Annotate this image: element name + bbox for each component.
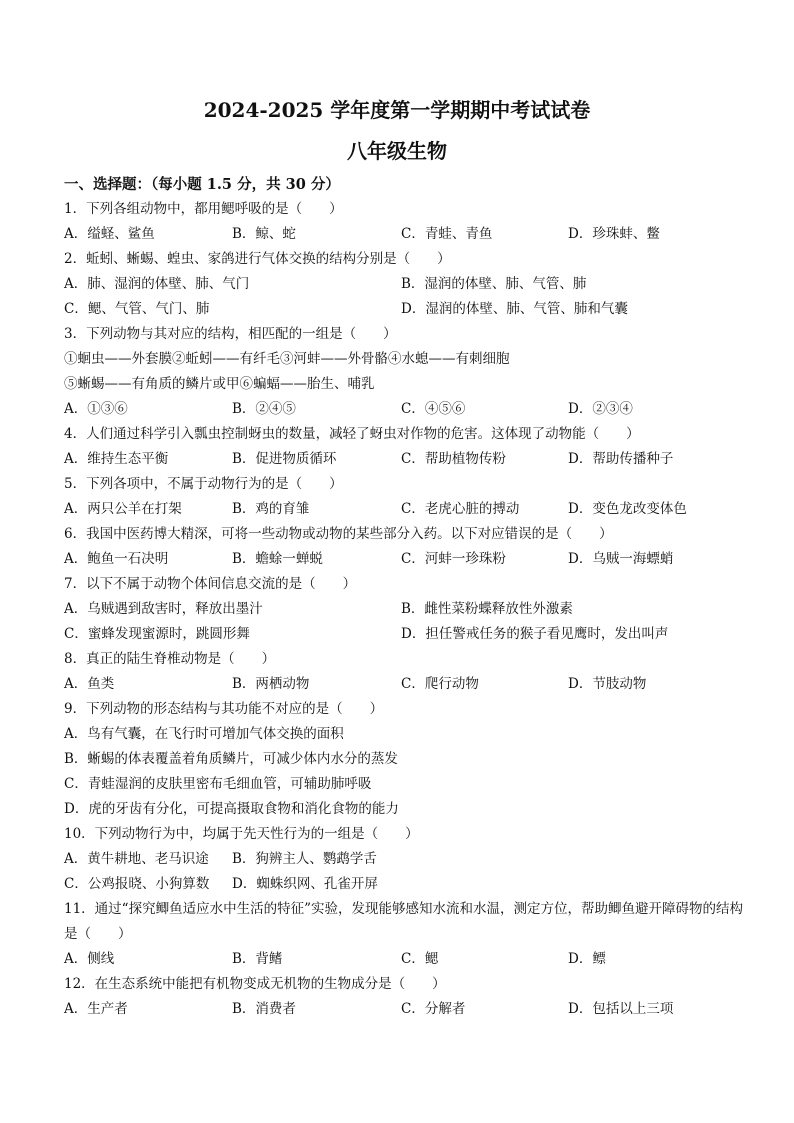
exam-title: 2024-2025 学年度第一学期期中考试试卷 [203,98,591,122]
option-3d: D．②③④ [568,401,633,417]
option-2d: D．湿润的体壁、肺、气管、肺和气囊 [401,301,628,317]
option-12c: C．分解者 [401,1001,466,1017]
option-1c: C．青蛙、青鱼 [401,226,493,242]
options-3 [64,397,744,422]
option-12a: A．生产者 [64,1001,128,1017]
options-10-row1 [64,847,744,872]
option-9a: A．鸟有气囊，在飞行时可增加气体交换的面积 [64,726,344,742]
question-4: 4．人们通过科学引入瓢虫控制蚜虫的数量，减轻了蚜虫对作物的危害。这体现了动物能（ ） [64,426,640,442]
option-3b: B．②④⑤ [232,401,296,417]
question-11-text: 11．通过“探究鲫鱼适应水中生活的特征”实验，发现能够感知水流和水温，测定方位，帮助鲫鱼避开障碍物的结构是（ ） [64,901,743,942]
option-11b: B．背鳍 [232,951,283,967]
options-10-row2 [64,872,744,897]
exam-subject: 八年级生物 [347,139,447,163]
option-7c: C．蜜蜂发现蜜源时，跳圆形舞 [64,626,250,642]
option-1a: A．缢蛏、鲨鱼 [64,226,155,242]
option-9b: B．蜥蜴的体表覆盖着角质鳞片，可减少体内水分的蒸发 [64,751,398,767]
question-1: 1．下列各组动物中，都用鳃呼吸的是（ ） [64,201,343,217]
option-5d: D．变色龙改变体色 [568,501,687,517]
option-8c: C．爬行动物 [401,676,479,692]
section-heading: 一、选择题：（每小题 1.5 分，共 30 分） [64,176,340,193]
question-5: 5．下列各项中，不属于动物行为的是（ ） [64,476,343,492]
exam-content [64,172,744,1022]
option-9c: C．青蛙湿润的皮肤里密布毛细血管，可辅助肺呼吸 [64,776,372,792]
question-6: 6．我国中医药博大精深，可将一些动物或动物的某些部分入药。以下对应错误的是（ ） [64,526,613,542]
option-7b: B．雌性菜粉蝶释放性外激素 [401,601,573,617]
option-11a: A．侧线 [64,951,115,967]
options-2-row2 [64,297,744,322]
option-6c: C．河蚌一珍珠粉 [401,551,506,567]
options-4 [64,447,744,472]
option-10a: A．黄牛耕地、老马识途 [64,851,209,867]
option-5c: C．老虎心脏的搏动 [401,501,520,517]
option-1b: B．鲸、蛇 [232,226,296,242]
question-7: 7．以下不属于动物个体间信息交流的是（ ） [64,576,357,592]
question-9: 9．下列动物的形态结构与其功能不对应的是（ ） [64,701,384,717]
question-2: 2．蚯蚓、蜥蜴、蝗虫、家鸽进行气体交换的结构分别是（ ） [64,251,451,267]
option-4d: D．帮助传播种子 [568,451,674,467]
options-2-row1 [64,272,744,297]
option-8d: D．节肢动物 [568,676,647,692]
option-8a: A．鱼类 [64,676,115,692]
option-10c: C．公鸡报晓、小狗算数 [64,876,210,892]
option-2b: B．湿润的体壁、肺、气管、肺 [401,276,587,292]
options-12 [64,997,744,1022]
options-7-row2 [64,622,744,647]
option-7d: D．担任警戒任务的猴子看见鹰时，发出叫声 [401,626,669,642]
option-6d: D．乌贼一海螵蛸 [568,551,674,567]
options-1 [64,222,744,247]
option-8b: B．两栖动物 [232,676,310,692]
question-10: 10．下列动物行为中，均属于先天性行为的一组是（ ） [64,826,419,842]
option-4b: B．促进物质循环 [232,451,337,467]
options-7-row1 [64,597,744,622]
option-4c: C．帮助植物传粉 [401,451,506,467]
option-7a: A．乌贼遇到敌害时，释放出墨汁 [64,601,263,617]
question-3: 3．下列动物与其对应的结构，相匹配的一组是（ ） [64,326,397,342]
option-1d: D．珍珠蚌、鳖 [568,226,660,242]
option-2a: A．肺、湿润的体壁、肺、气门 [64,276,250,292]
question-8: 8．真正的陆生脊椎动物是（ ） [64,651,276,667]
option-6a: A．鲍鱼一石决明 [64,551,169,567]
options-11 [64,947,744,972]
question-3-statement-2: ⑤蜥蜴——有角质的鳞片或甲⑥蝙蝠——胎生、哺乳 [64,376,375,392]
options-6 [64,547,744,572]
option-12b: B．消费者 [232,1001,296,1017]
option-4a: A．维持生态平衡 [64,451,169,467]
options-5 [64,497,744,522]
option-2c: C．鳃、气管、气门、肺 [64,301,210,317]
option-6b: B．蟾蜍一蝉蜕 [232,551,323,567]
question-3-statement-1: ①蛔虫——外套膜②蚯蚓——有纤毛③河蚌——外骨骼④水螅——有刺细胞 [64,351,510,367]
options-8 [64,672,744,697]
option-10d: D．蜘蛛织网、孔雀开屏 [232,876,378,892]
question-11 [64,897,744,947]
option-12d: D．包括以上三项 [568,1001,674,1017]
option-9d: D．虎的牙齿有分化，可提高摄取食物和消化食物的能力 [64,801,399,817]
option-3a: A．①③⑥ [64,401,128,417]
option-3c: C．④⑤⑥ [401,401,466,417]
option-5a: A．两只公羊在打架 [64,501,182,517]
option-11d: D．鳔 [568,951,606,967]
option-5b: B．鸡的育雏 [232,501,310,517]
option-11c: C．鳃 [401,951,439,967]
option-10b: B．狗辨主人、鹦鹉学舌 [232,851,377,867]
question-12: 12．在生态系统中能把有机物变成无机物的生物成分是（ ） [64,976,446,992]
